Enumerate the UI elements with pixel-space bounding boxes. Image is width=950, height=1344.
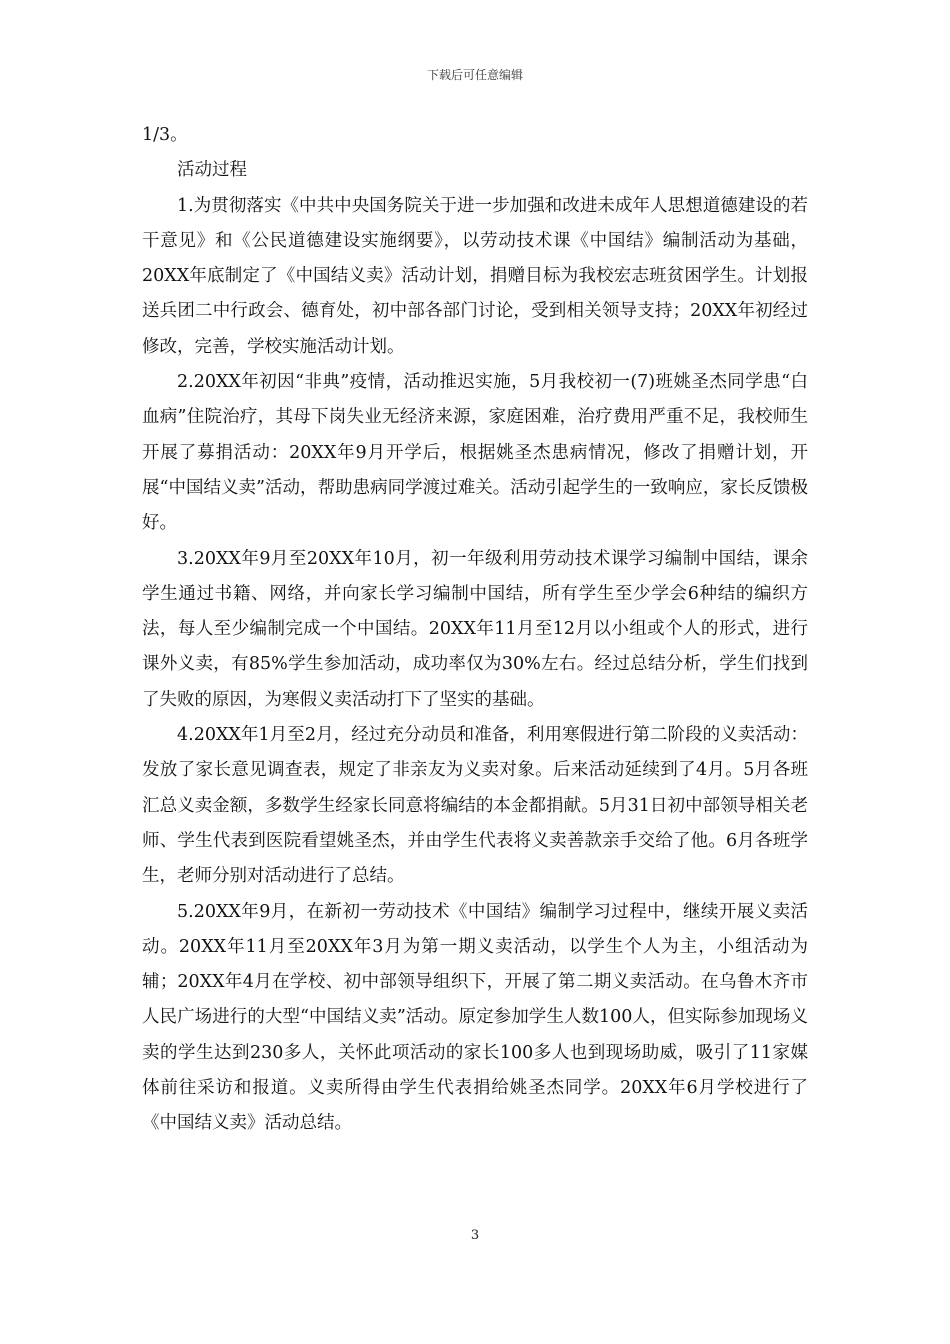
paragraph-2: 2.20XX年初因“非典”疫情，活动推迟实施，5月我校初一(7)班姚圣杰同学患“白血病”住院治疗，其母下岗失业无经济来源，家庭困难，治疗费用严重不足，我校师生开展了募捐活动：20XX年9月开学后，根据姚圣杰患病情况，修改了捐赠计划，开展“中国结义卖”活动，帮助患病同学渡过难关。活动引起学生的一致响应，家长反馈极好。 bbox=[142, 372, 808, 534]
continuation-line: 1/3。 bbox=[142, 125, 188, 145]
paragraph-1: 1.为贯彻落实《中共中央国务院关于进一步加强和改进未成年人思想道德建设的若干意见》和《公民道德建设实施纲要》，以劳动技术课《中国结》编制活动为基础，20XX年底制定了《中国结义卖》活动计划，捐赠目标为我校宏志班贫困学生。计划报送兵团二中行政会、德育处，初中部各部门讨论，受到相关领导支持；20XX年初经过修改，完善，学校实施活动计划。 bbox=[142, 195, 808, 357]
header-note: 下载后可任意编辑 bbox=[426, 68, 523, 82]
paragraph-3: 3.20XX年9月至20XX年10月，初一年级利用劳动技术课学习编制中国结，课余学生通过书籍、网络，并向家长学习编制中国结，所有学生至少学会6种结的编织方法，每人至少编制完成一个中国结。20XX年11月至12月以小组或个人的形式，进行课外义卖，有85%学生参加活动，成功率仅为30%左右。经过总结分析，学生们找到了失败的原因，为寒假义卖活动打下了坚实的基础。 bbox=[142, 548, 808, 710]
section-heading: 活动过程 bbox=[177, 160, 247, 181]
paragraph-4: 4.20XX年1月至2月，经过充分动员和准备，利用寒假进行第二阶段的义卖活动：发放了家长意见调查表，规定了非亲友为义卖对象。后来活动延续到了4月。5月各班汇总义卖金额，多数学生经家长同意将编结的本金都捐献。5月31日初中部领导相关老师、学生代表到医院看望姚圣杰，并由学生代表将义卖善款亲手交给了他。6月各班学生，老师分别对活动进行了总结。 bbox=[142, 725, 808, 887]
document-body bbox=[142, 118, 808, 1142]
page-number: 3 bbox=[470, 1228, 480, 1243]
paragraph-5: 5.20XX年9月，在新初一劳动技术《中国结》编制学习过程中，继续开展义卖活动。20XX年11月至20XX年3月为第一期义卖活动，以学生个人为主，小组活动为辅；20XX年4月在学校、初中部领导组织下，开展了第二期义卖活动。在乌鲁木齐市人民广场进行的大型“中国结义卖”活动。原定参加学生人数100人，但实际参加现场义卖的学生达到230多人，关怀此项活动的家长100多人也到现场助威，吸引了11家媒体前往采访和报道。义卖所得由学生代表捐给姚圣杰同学。20XX年6月学校进行了《中国结义卖》活动总结。 bbox=[142, 901, 808, 1134]
